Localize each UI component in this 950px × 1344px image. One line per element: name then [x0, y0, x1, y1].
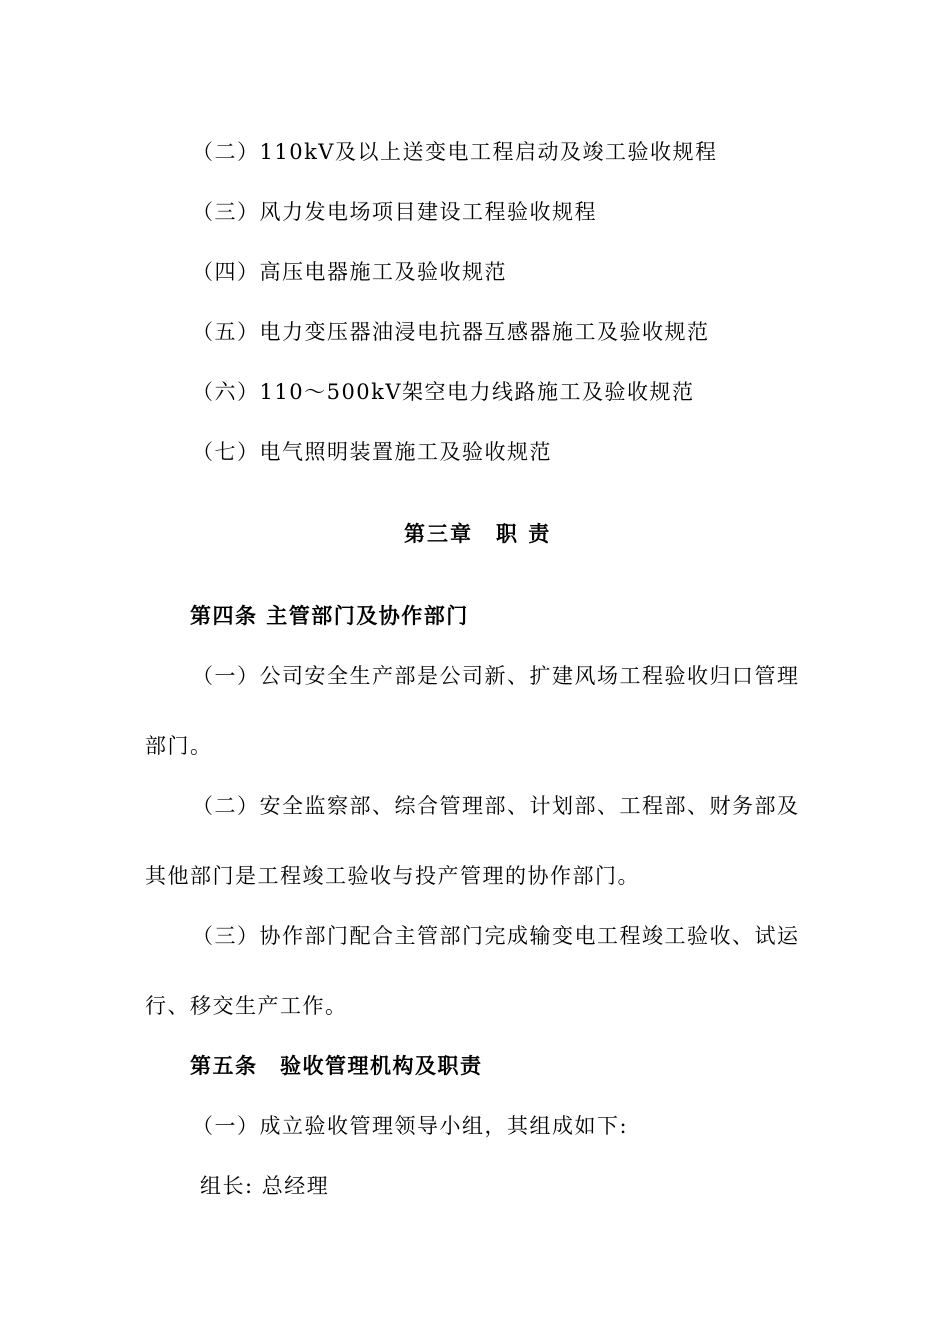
paragraph-line: 组长: 总经理 [200, 1174, 330, 1198]
list-item: （五）电力变压器油浸电抗器互感器施工及验收规范 [192, 320, 710, 344]
list-item: （六）110～500kV架空电力线路施工及验收规范 [192, 380, 695, 404]
list-item: （二）110kV及以上送变电工程启动及竣工验收规程 [192, 140, 718, 164]
paragraph-line: 部门。 [145, 734, 213, 758]
list-item: （七）电气照明装置施工及验收规范 [192, 440, 552, 464]
article-4-title: 第四条 主管部门及协作部门 [190, 603, 469, 628]
paragraph-line: 行、移交生产工作。 [145, 994, 348, 1018]
paragraph-line: （一）公司安全生产部是公司新、扩建风场工程验收归口管理 [192, 664, 800, 688]
chapter-title: 第三章 职 责 [404, 521, 552, 546]
paragraph-line: （一）成立验收管理领导小组，其组成如下: [192, 1114, 629, 1138]
article-5-title: 第五条 验收管理机构及职责 [190, 1053, 483, 1078]
paragraph-line: （三）协作部门配合主管部门完成输变电工程竣工验收、试运 [192, 924, 800, 948]
list-item: （三）风力发电场项目建设工程验收规程 [192, 200, 597, 224]
paragraph-line: （二）安全监察部、综合管理部、计划部、工程部、财务部及 [192, 794, 800, 818]
list-item: （四）高压电器施工及验收规范 [192, 260, 507, 284]
paragraph-line: 其他部门是工程竣工验收与投产管理的协作部门。 [145, 864, 640, 888]
